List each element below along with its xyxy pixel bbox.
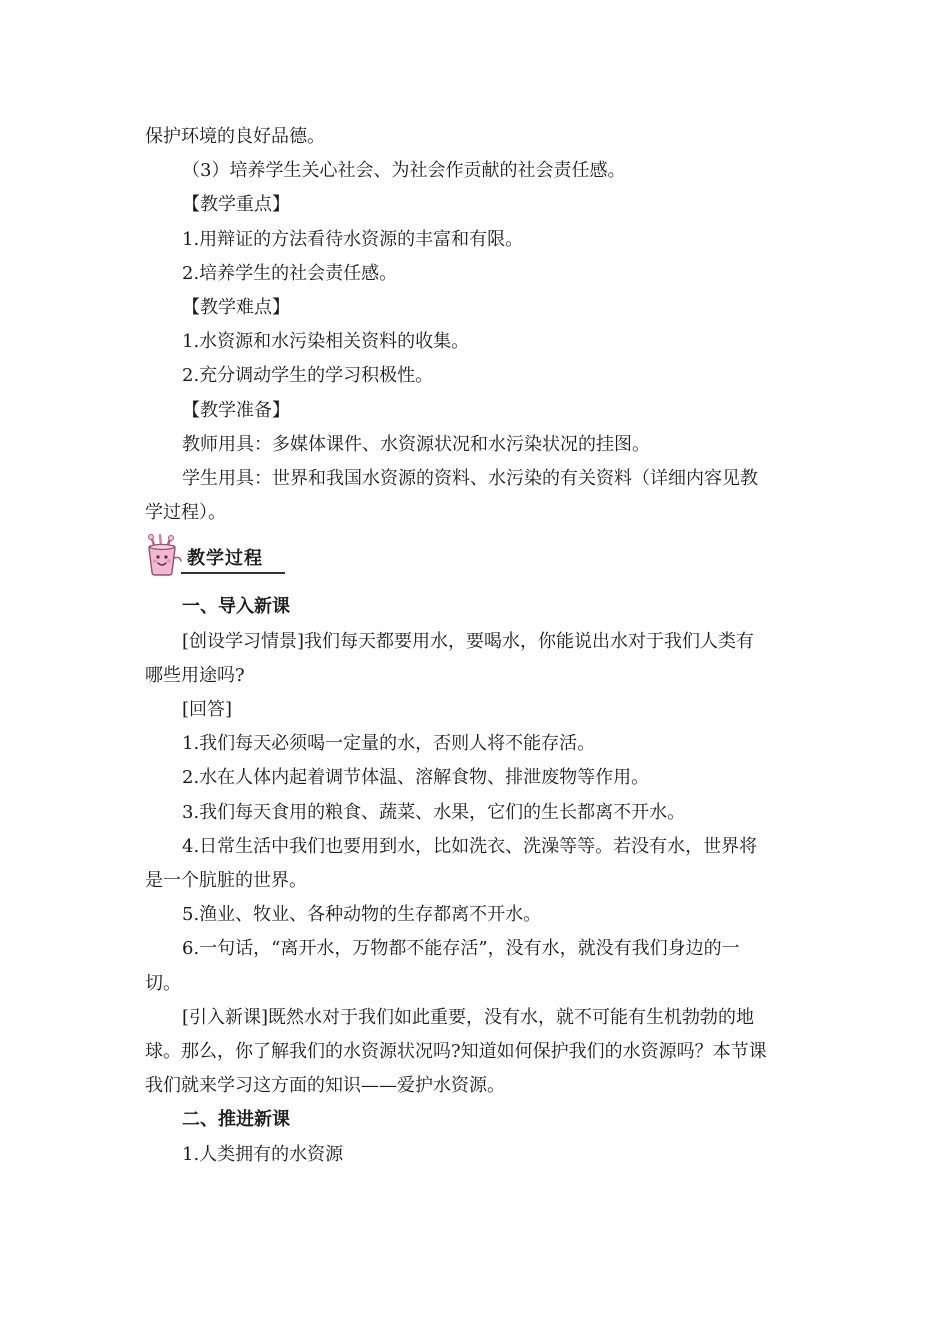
list-item: 1.用辩证的方法看待水资源的丰富和有限。: [182, 228, 524, 250]
section-underline: [181, 572, 285, 574]
list-item: 5.渔业、牧业、各种动物的生存都离不开水。: [182, 904, 542, 926]
section-title: 教学过程: [187, 548, 263, 570]
list-item: 2.水在人体内起着调节体温、溶解食物、排泄废物等作用。: [182, 767, 650, 789]
paragraph-line: 我们就来学习这方面的知识——爱护水资源。: [145, 1075, 505, 1097]
paragraph-line: 切。: [145, 972, 181, 994]
heading-difficulties: 【教学难点】: [182, 297, 290, 319]
list-item: 4.日常生活中我们也要用到水，比如洗衣、洗澡等等。若没有水，世界将: [182, 835, 758, 857]
paragraph-line: [创设学习情景]我们每天都要用水，要喝水，你能说出水对于我们人类有: [182, 630, 755, 652]
paragraph-line: 哪些用途吗?: [145, 664, 245, 686]
paragraph-line: 球。那么，你了解我们的水资源状况吗?知道如何保护我们的水资源吗？本节课: [145, 1041, 767, 1063]
list-item: 1.水资源和水污染相关资料的收集。: [182, 331, 470, 353]
objective-item: （3）培养学生关心社会、为社会作贡献的社会责任感。: [182, 160, 626, 182]
paragraph-line: 保护环境的良好品德。: [145, 126, 325, 147]
section-header: [145, 534, 810, 582]
heading-preparation: 【教学准备】: [182, 399, 290, 421]
heading-new-lesson: 二、推进新课: [182, 1109, 290, 1131]
list-item: 1.我们每天必须喝一定量的水，否则人将不能存活。: [182, 733, 596, 755]
answer-label: [回答]: [182, 699, 233, 721]
student-tools: 学生用具：世界和我国水资源的资料、水污染的有关资料（详细内容见教: [182, 468, 758, 490]
paragraph-line: 学过程）。: [145, 502, 226, 524]
list-item: 1.人类拥有的水资源: [182, 1143, 344, 1165]
heading-intro: 一、导入新课: [182, 596, 290, 618]
list-item: 6.一句话，“离开水，万物都不能存活”，没有水，就没有我们身边的一: [182, 938, 740, 960]
document-page: [145, 120, 810, 1172]
paragraph-line: 是一个肮脏的世界。: [145, 870, 307, 892]
list-item: 2.充分调动学生的学习积极性。: [182, 365, 434, 387]
teacher-tools: 教师用具：多媒体课件、水资源状况和水污染状况的挂图。: [182, 433, 650, 455]
paragraph-line: [引入新课]既然水对于我们如此重要，没有水，就不可能有生机勃勃的地: [182, 1006, 755, 1028]
heading-key-points: 【教学重点】: [182, 194, 290, 216]
pencil-cup-icon: [145, 534, 185, 578]
list-item: 2.培养学生的社会责任感。: [182, 262, 398, 284]
list-item: 3.我们每天食用的粮食、蔬菜、水果，它们的生长都离不开水。: [182, 801, 686, 823]
